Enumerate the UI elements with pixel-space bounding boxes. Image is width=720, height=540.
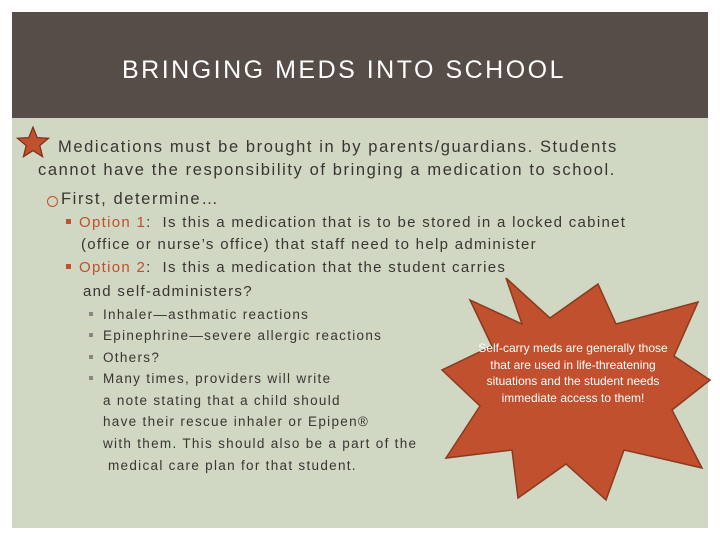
- square-bullet-icon: [66, 219, 71, 224]
- option-1-cont: (office or nurse’s office) that staff need to help administer: [81, 236, 537, 253]
- option-2-colon: :: [146, 259, 152, 276]
- option-1-label: Option 1: [79, 214, 147, 231]
- option-1-line: [66, 214, 626, 231]
- square-bullet-icon: [66, 264, 71, 269]
- square-bullet-icon: [89, 376, 93, 380]
- first-determine: First, determine…: [61, 190, 220, 208]
- option-2-label: Option 2: [79, 259, 147, 276]
- intro-line-1: Medications must be brought in by parents/guardians. Students: [58, 138, 618, 156]
- circle-bullet-icon: [47, 196, 58, 207]
- star-icon: [16, 126, 50, 158]
- callout-text: Self-carry meds are generally those that are used in life-threatening situations and the student needs immediate access to them!: [478, 341, 668, 405]
- sub-item-4-cont-3: with them. This should also be a part of the: [103, 436, 418, 451]
- sub-item-4-cont-4: medical care plan for that student.: [108, 458, 357, 473]
- sub-item-3: Others?: [89, 350, 160, 365]
- square-bullet-icon: [89, 312, 93, 316]
- square-bullet-icon: [89, 333, 93, 337]
- option-1-text: Is this a medication that is to be stored in a locked cabinet: [162, 214, 627, 231]
- square-bullet-icon: [89, 355, 93, 359]
- sub-item-4-cont-2: have their rescue inhaler or Epipen®: [103, 414, 370, 429]
- sub-item-4: Many times, providers will write: [89, 371, 331, 386]
- intro-line-2: cannot have the responsibility of bringing a medication to school.: [38, 161, 616, 179]
- sub-item-2: Epinephrine—severe allergic reactions: [89, 328, 382, 343]
- sub-item-1: Inhaler—asthmatic reactions: [89, 307, 309, 322]
- option-2-text: Is this a medication that the student carries: [162, 259, 507, 276]
- option-2-cont: and self-administers?: [83, 283, 253, 300]
- page-title: BRINGING MEDS INTO SCHOOL: [122, 56, 567, 84]
- sub-item-4-cont-1: a note stating that a child should: [103, 393, 341, 408]
- title-bar: [12, 12, 708, 118]
- option-1-colon: :: [146, 214, 152, 231]
